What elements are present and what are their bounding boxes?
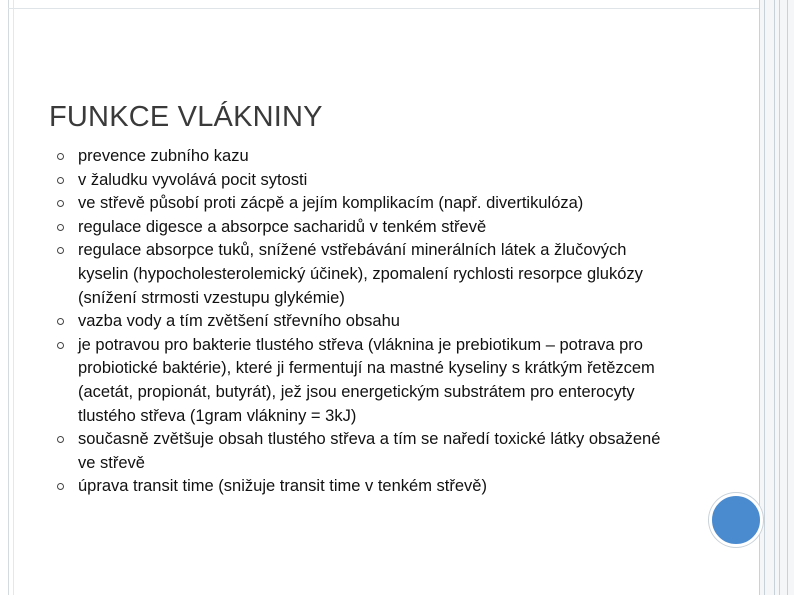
- frame-line-top: [8, 8, 760, 9]
- frame-line-left-outer: [8, 0, 9, 595]
- frame-line-right-2: [764, 0, 765, 595]
- list-item: [57, 310, 677, 334]
- hollow-circle-bullet-icon: [57, 200, 64, 207]
- list-item: [57, 145, 677, 169]
- list-item-text: je potravou pro bakterie tlustého střeva (vláknina je prebiotikum – potrava pro probiotické baktérie), které ji fermentují na mastné kyseliny s krátkým řetězcem (acetát, propionát, butyrát), jež jsou energetickým substrátem pro enterocyty tlustého střeva (1gram vlákniny = 3kJ): [78, 335, 655, 425]
- hollow-circle-bullet-icon: [57, 318, 64, 325]
- hollow-circle-bullet-icon: [57, 177, 64, 184]
- list-item-text: úprava transit time (snižuje transit time v tenkém střevě): [78, 477, 487, 496]
- hollow-circle-bullet-icon: [57, 224, 64, 231]
- frame-line-right-4: [779, 0, 780, 595]
- list-item: [57, 239, 677, 310]
- bullet-list: [57, 145, 677, 499]
- hollow-circle-bullet-icon: [57, 247, 64, 254]
- list-item-text: regulace digesce a absorpce sacharidů v tenkém střevě: [78, 217, 487, 236]
- list-item: [57, 192, 677, 216]
- list-item-text: vazba vody a tím zvětšení střevního obsahu: [78, 312, 400, 331]
- blue-circle-icon: [709, 493, 763, 547]
- hollow-circle-bullet-icon: [57, 153, 64, 160]
- frame-line-right-5: [787, 0, 788, 595]
- slide-title: FUNKCE VLÁKNINY: [49, 101, 323, 134]
- hollow-circle-bullet-icon: [57, 483, 64, 490]
- list-item-text: současně zvětšuje obsah tlustého střeva a tím se naředí toxické látky obsažené ve střevě: [78, 430, 661, 472]
- list-item: [57, 216, 677, 240]
- list-item: [57, 428, 677, 475]
- list-item: [57, 334, 677, 428]
- list-item-text: v žaludku vyvolává pocit sytosti: [78, 170, 308, 189]
- frame-line-left-inner: [13, 0, 14, 595]
- list-item-text: ve střevě působí proti zácpě a jejím komplikacím (např. divertikulóza): [78, 194, 584, 213]
- list-item: [57, 169, 677, 193]
- list-item-text: prevence zubního kazu: [78, 147, 249, 165]
- hollow-circle-bullet-icon: [57, 436, 64, 443]
- list-item: [57, 475, 677, 499]
- frame-line-right-3: [774, 0, 775, 595]
- hollow-circle-bullet-icon: [57, 342, 64, 349]
- list-item-text: regulace absorpce tuků, snížené vstřebávání minerálních látek a žlučových kyselin (hypocholesterolemický účinek), zpomalení rychlosti resorpce glukózy (snížení strmosti vzestupu glykémie): [78, 241, 643, 307]
